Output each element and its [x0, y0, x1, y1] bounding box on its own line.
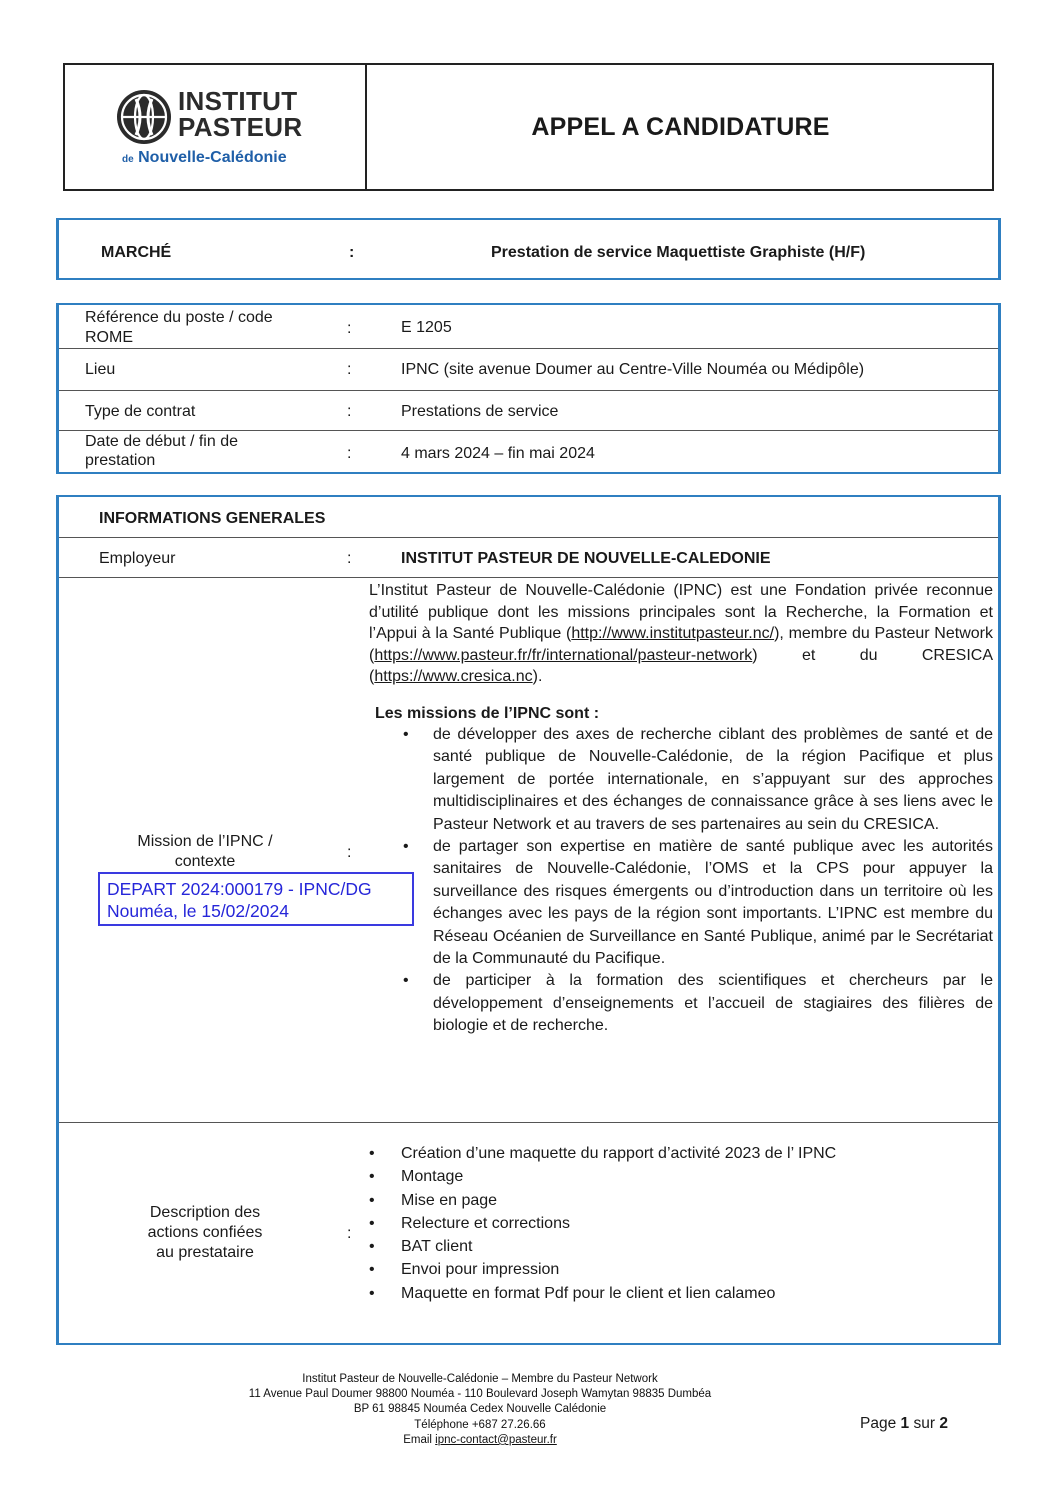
mission-intro — [369, 580, 993, 688]
list-item — [369, 1258, 989, 1281]
footer-line1: Institut Pasteur de Nouvelle-Calédonie – Membre du Pasteur Network — [302, 1373, 658, 1385]
page-total: 2 — [939, 1415, 948, 1432]
institut-pasteur-logo — [112, 85, 322, 175]
mission-label-cont: contexte — [174, 853, 236, 870]
footer-line4: Téléphone +687 27.26.66 — [414, 1418, 546, 1431]
mission-label: Mission de l’IPNC / — [137, 833, 273, 850]
action-item: BAT client — [401, 1238, 473, 1256]
list-item — [369, 1282, 989, 1305]
intro-text-1: L’Institut Pasteur de Nouvelle-Calédonie (IPNC) est une Fondation privée reconnue d’utilité publique dont les missions principales sont la Recherche, la Formation et l’Appui à la Santé Publique ( — [369, 582, 993, 642]
mission-item: de participer à la formation des scientifiques et chercheurs par le développement d’enseignements et l’accueil de stagiaires des filières de biologie et de recherche. — [433, 972, 993, 1035]
mission-row — [59, 578, 998, 1123]
bullet-icon: • — [403, 726, 409, 743]
employer-row — [59, 538, 998, 578]
detail-label-cont: prestation — [85, 452, 156, 469]
link-pasteur-network[interactable]: https://www.pasteur.fr/fr/international/pasteur-network — [374, 646, 753, 664]
detail-colon: : — [347, 361, 352, 378]
employer-colon: : — [347, 550, 352, 567]
employer-value: INSTITUT PASTEUR DE NOUVELLE-CALEDONIE — [401, 550, 771, 567]
detail-row-contrat — [59, 391, 998, 431]
detail-row-lieu — [59, 349, 998, 391]
detail-row-dates — [59, 431, 998, 472]
list-item — [369, 1212, 989, 1235]
logo-line3-prefix: de — [122, 154, 134, 165]
logo-line3: Nouvelle-Calédonie — [138, 149, 287, 166]
intro-text-4: ). — [532, 668, 543, 685]
bullet-icon: • — [369, 1261, 375, 1279]
bullet-icon: • — [369, 1214, 375, 1232]
list-item — [369, 1189, 989, 1212]
detail-label-cont: ROME — [85, 329, 133, 346]
detail-colon: : — [347, 403, 352, 420]
footer — [0, 1372, 960, 1448]
link-institutpasteur[interactable]: http://www.institutpasteur.nc/ — [571, 625, 775, 642]
page-prefix: Page — [860, 1415, 897, 1432]
bullet-icon: • — [369, 1168, 375, 1186]
list-item — [369, 1235, 989, 1258]
intro-text-2: ), membre du Pasteur Network ( — [369, 625, 993, 664]
page-number — [860, 1415, 948, 1433]
stamp-line1: DEPART 2024:000179 - IPNC/DG — [107, 879, 372, 899]
mission-item: de développer des axes de recherche ciblant des problèmes de santé et de santé publique de Nouvelle-Calédonie, de la région Pacifique et plus largement de portée internationale, en s’appuyant sur des approches multidisciplinaires et des échanges de connaissance grâce à ses liens avec le Pasteur Network et au travers de ses partenaires au sein du CRESICA. — [433, 726, 993, 833]
marche-colon: : — [349, 244, 355, 261]
description-label-cont: actions confiées — [147, 1224, 263, 1241]
bullet-icon: • — [403, 972, 409, 990]
detail-colon: : — [347, 445, 352, 462]
infos-heading-row — [59, 497, 998, 538]
list-item — [369, 1142, 989, 1165]
list-item — [371, 836, 993, 970]
document-title: APPEL A CANDIDATURE — [531, 112, 830, 141]
detail-value: E 1205 — [401, 319, 452, 336]
marche-label: MARCHÉ — [101, 244, 172, 261]
footer-email-line — [0, 1433, 960, 1448]
action-item: Envoi pour impression — [401, 1261, 560, 1279]
action-item: Création d’une maquette du rapport d’activité 2023 de l’ IPNC — [401, 1145, 837, 1162]
mission-colon: : — [347, 844, 352, 861]
employer-label: Employeur — [99, 550, 176, 567]
bullet-icon: • — [369, 1238, 375, 1256]
footer-email-link[interactable]: ipnc-contact@pasteur.fr — [435, 1433, 557, 1446]
infos-heading: INFORMATIONS GENERALES — [99, 510, 326, 527]
bullet-icon: • — [403, 838, 409, 856]
missions-heading: Les missions de l’IPNC sont : — [375, 705, 600, 722]
detail-label: Référence du poste / code — [85, 309, 273, 326]
list-item — [371, 970, 993, 1037]
list-item — [369, 1165, 989, 1188]
marche-box — [56, 218, 1001, 280]
action-item: Mise en page — [401, 1191, 498, 1209]
footer-line2: 11 Avenue Paul Doumer 98800 Nouméa - 110 Boulevard Joseph Wamytan 98835 Dumbéa — [248, 1388, 712, 1401]
detail-row-reference — [59, 305, 998, 349]
bullet-icon: • — [369, 1191, 375, 1209]
detail-value: 4 mars 2024 – fin mai 2024 — [401, 445, 595, 462]
bullet-icon: • — [369, 1284, 375, 1302]
mission-item: de partager son expertise en matière de santé publique avec les autorités sanitaires de Nouvelle-Calédonie, l’OMS et la CPS pour appuyer la surveillance des risques émergents ou d’introduction dans un territoire où les échanges avec les pays de la région sont importants. L’IPNC est membre du Réseau Océanien de Surveillance en Santé Publique, animé par le Secrétariat de la Communauté du Pacifique. — [433, 838, 993, 968]
page-current: 1 — [900, 1415, 910, 1432]
bullet-icon: • — [369, 1145, 375, 1162]
logo-line2: PASTEUR — [178, 112, 303, 142]
actions-list — [369, 1142, 989, 1305]
description-label-cont: au prestataire — [156, 1244, 254, 1261]
action-item: Montage — [401, 1168, 464, 1186]
intro-text-3: ) et du CRESICA ( — [369, 646, 993, 685]
list-item — [371, 724, 993, 836]
detail-value: Prestations de service — [401, 403, 559, 420]
detail-label: Date de début / fin de — [85, 433, 238, 450]
missions-list — [371, 724, 993, 1038]
detail-label: Type de contrat — [85, 403, 196, 420]
detail-colon: : — [347, 320, 352, 337]
footer-line3: BP 61 98845 Nouméa Cedex Nouvelle Calédonie — [353, 1403, 607, 1416]
departure-stamp — [98, 872, 414, 926]
description-label: Description des — [149, 1204, 261, 1221]
logo-subtitle — [122, 149, 287, 167]
detail-label: Lieu — [85, 361, 116, 378]
link-cresica[interactable]: https://www.cresica.nc — [374, 668, 533, 685]
detail-value: IPNC (site avenue Doumer au Centre-Ville Nouméa ou Médipôle) — [401, 361, 865, 378]
page-mid: sur — [913, 1415, 935, 1432]
description-row — [59, 1123, 998, 1343]
logo-line1: INSTITUT — [178, 86, 298, 116]
description-colon: : — [347, 1225, 352, 1242]
details-box — [56, 303, 1001, 474]
stamp-line2: Nouméa, le 15/02/2024 — [107, 901, 289, 921]
marche-value: Prestation de service Maquettiste Graphiste (H/F) — [491, 244, 866, 261]
globe-icon — [114, 87, 174, 147]
action-item: Maquette en format Pdf pour le client et lien calameo — [401, 1284, 776, 1302]
action-item: Relecture et corrections — [401, 1214, 570, 1232]
footer-email-label: Email — [403, 1433, 432, 1446]
